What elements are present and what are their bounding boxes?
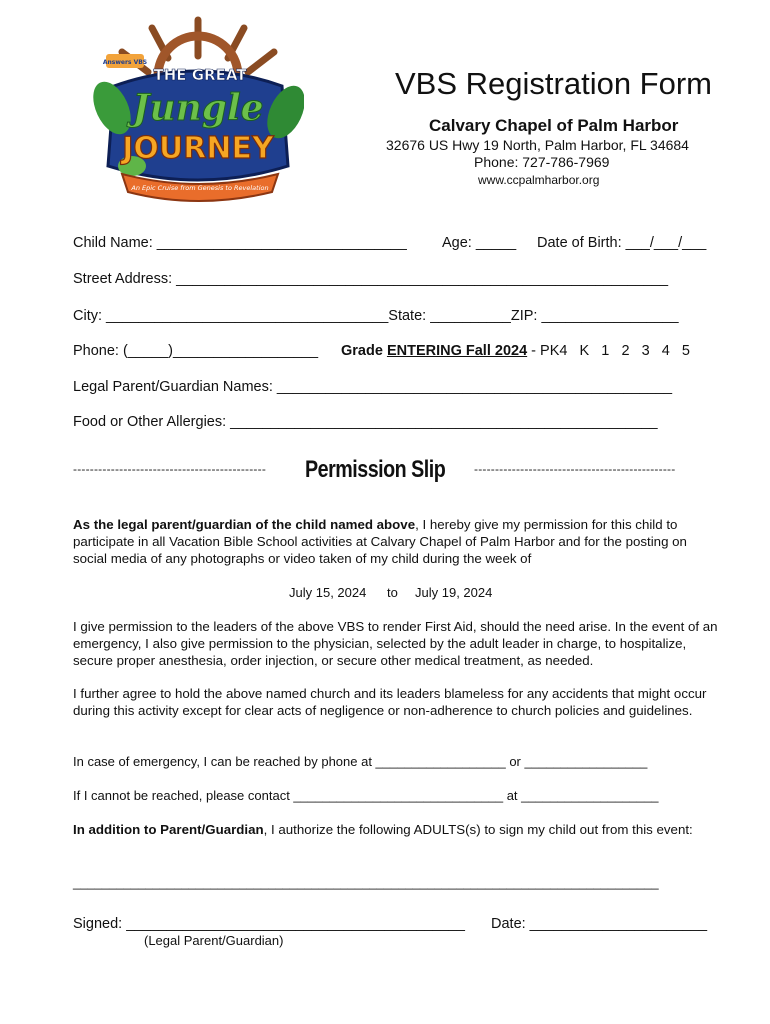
divider-left: ----------------------------------------------	[73, 462, 267, 476]
signature-caption: (Legal Parent/Guardian)	[144, 933, 284, 948]
permission-paragraph-1	[73, 517, 718, 567]
date-to: to	[387, 585, 398, 600]
allergies-field[interactable]: Food or Other Allergies: _____________________________________________________	[73, 414, 658, 430]
grade-options[interactable]: - PK4 K 1 2 3 4 5	[527, 343, 690, 359]
alternate-contact-field[interactable]: If I cannot be reached, please contact _____________________________ at ___________________	[73, 788, 659, 803]
church-phone: Phone: 727-786-7969	[474, 154, 610, 170]
signature-date-field[interactable]: Date: ______________________	[491, 916, 708, 932]
signature-field[interactable]: Signed: __________________________________________	[73, 916, 465, 932]
emergency-phone-field[interactable]: In case of emergency, I can be reached by phone at __________________ or _________________	[73, 754, 648, 769]
liability-paragraph: I further agree to hold the above named church and its leaders blameless for any accidents that might occur during this activity except for clear acts of negligence or non-adherence to church policies and guidelines.	[73, 686, 707, 718]
church-website: www.ccpalmharbor.org	[478, 173, 600, 187]
grade-entering: ENTERING Fall 2024	[386, 343, 528, 359]
age-field[interactable]: Age: _____	[442, 235, 517, 251]
logo-badge-text: Answers VBS	[102, 59, 148, 66]
authorized-adults-line[interactable]: _________________________________________________________________________________	[73, 875, 659, 890]
street-address-field[interactable]: Street Address: _____________________________________________________________	[73, 271, 669, 287]
church-name: Calvary Chapel of Palm Harbor	[429, 116, 679, 135]
grade-label: Grade	[341, 343, 387, 359]
jungle-journey-logo	[92, 16, 304, 212]
city-state-zip-field[interactable]: City: ___________________________________State: __________ZIP: _________________	[73, 308, 679, 324]
authorized-adults-paragraph	[73, 822, 718, 839]
child-name-field[interactable]: Child Name: _______________________________	[73, 235, 407, 251]
logo-text-mid: Jungle	[132, 87, 264, 129]
logo-text-top: THE GREAT	[153, 66, 247, 84]
permission-lead: As the legal parent/guardian of the child named above	[73, 517, 416, 532]
permission-text: , I hereby give my permission for this child to participate in all Vacation Bible School activities at Calvary Chapel of Palm Harbor and for the posting on social media of any photographs or video taken of my child during the week of	[73, 517, 687, 566]
guardian-names-field[interactable]: Legal Parent/Guardian Names: _________________________________________________	[73, 379, 673, 395]
grade-selector[interactable]	[341, 343, 690, 359]
logo-text-bottom: JOURNEY	[122, 131, 274, 166]
authorized-text: , I authorize the following ADULTS(s) to sign my child out from this event:	[263, 822, 693, 837]
form-title: VBS Registration Form	[395, 66, 712, 101]
permission-slip-title: Permission Slip	[305, 456, 446, 483]
logo-tagline: An Epic Cruise from Genesis to Revelation	[131, 184, 269, 192]
phone-field[interactable]: Phone: (_____)__________________	[73, 343, 319, 359]
dob-field[interactable]: Date of Birth: ___/___/___	[537, 235, 707, 251]
church-address: 32676 US Hwy 19 North, Palm Harbor, FL 34684	[386, 137, 689, 153]
authorized-lead: In addition to Parent/Guardian	[73, 822, 264, 837]
date-start: July 15, 2024	[289, 585, 367, 600]
date-end: July 19, 2024	[415, 585, 493, 600]
first-aid-paragraph: I give permission to the leaders of the above VBS to render First Aid, should the need arise. In the event of an emergency, I also give permission to the physician, selected by the adult leader in charge, to hospitalize, secure proper anesthesia, order injection, or secure other medical treatment, as needed.	[73, 619, 718, 668]
divider-right: ------------------------------------------------	[474, 462, 676, 476]
